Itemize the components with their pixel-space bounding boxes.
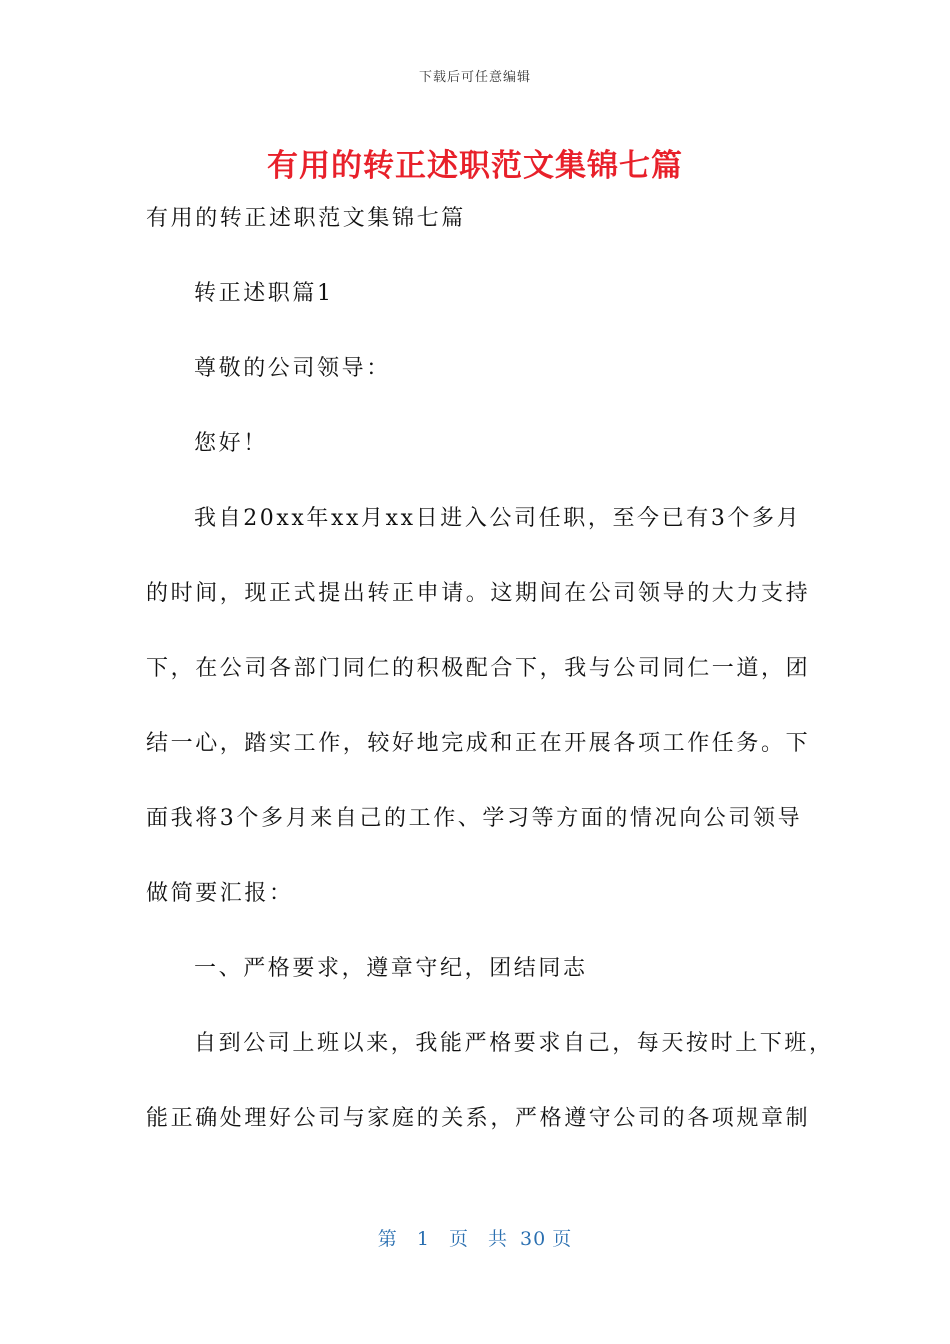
body-line-8: 结一心，踏实工作，较好地完成和正在开展各项工作任务。下 [146,731,811,756]
body-line-9: 面我将3个多月来自己的工作、学习等方面的情况向公司领导 [146,806,803,831]
footer-total-suffix: 页 [552,1228,573,1250]
document-title: 有用的转正述职范文集锦七篇 [267,148,683,184]
footer-page-label: 页 [448,1228,469,1250]
body-line-13: 能正确处理好公司与家庭的关系，严格遵守公司的各项规章制 [146,1106,811,1131]
footer-total-prefix: 共 [488,1228,509,1250]
body-line-6: 的时间，现正式提出转正申请。这期间在公司领导的大力支持 [146,581,811,606]
body-line-1: 有用的转正述职范文集锦七篇 [146,206,466,231]
body-line-2: 转正述职篇1 [194,281,334,306]
footer-prefix: 第 [377,1228,398,1250]
body-line-5: 我自20xx年xx月xx日进入公司任职，至今已有3个多月 [194,506,802,531]
body-line-11: 一、严格要求，遵章守纪，团结同志 [194,956,588,981]
document-body [146,196,834,1171]
body-line-3: 尊敬的公司领导： [194,356,391,381]
footer-total-pages: 30 [520,1228,547,1250]
body-line-12: 自到公司上班以来，我能严格要求自己，每天按时上下班， [194,1031,834,1056]
body-line-10: 做简要汇报： [146,881,294,906]
header-note: 下载后可任意编辑 [418,70,531,85]
footer-current-page: 1 [416,1228,430,1250]
body-line-7: 下，在公司各部门同仁的积极配合下，我与公司同仁一道，团 [146,656,811,681]
page-footer [0,1224,950,1251]
body-line-4: 您好！ [194,431,268,456]
